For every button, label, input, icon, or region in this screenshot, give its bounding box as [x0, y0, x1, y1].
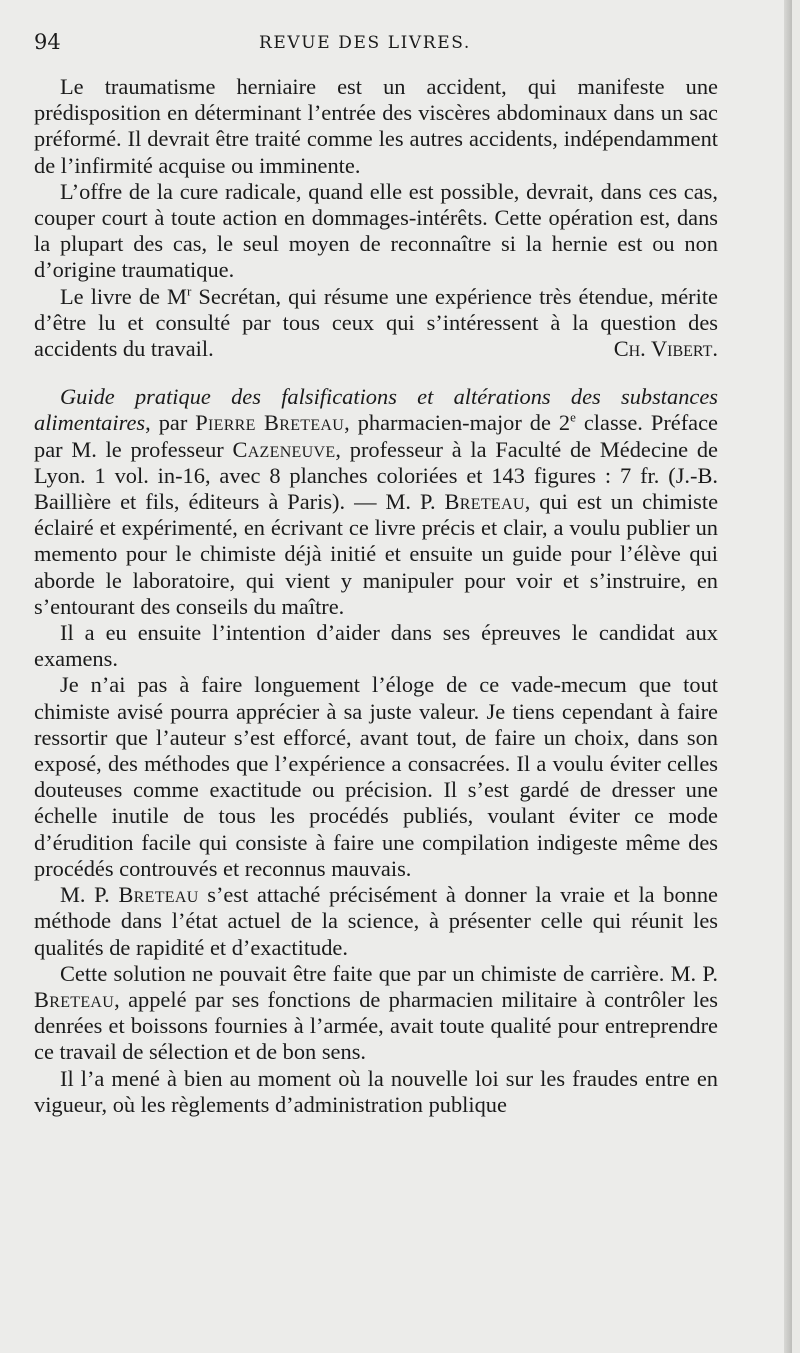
reviewer-signature: Ch. Vibert.: [613, 336, 718, 362]
text-run: Le livre de M: [60, 283, 187, 309]
book-title: Guide pratique des falsifications et altérations des substances alimentaires: [34, 384, 718, 436]
text-run: , appelé par ses fonctions de pharmacien militaire à contrôler les denrées et boissons fournies à l’armée, avait toute qualité pour entreprendre ce travail de sélection et de bon sens.: [34, 986, 718, 1065]
text-run: , professeur à la Faculté de Médecine de Lyon. 1 vol. in-16, avec 8 planches coloriées et 143 figures : 7 fr. (J.-B. Baillière et fils, éditeurs à Paris). — M. P.: [34, 436, 718, 515]
review2-paragraph-5: [34, 961, 718, 1066]
review1-paragraph-1: Le traumatisme herniaire est un accident, qui manifeste une prédisposition en déterminant l’entrée des viscères abdominaux dans un sac préformé. Il devrait être traité comme les autres accidents, indépendamment de l’infirmité acquise ou imminente.: [34, 74, 718, 178]
superscript: e: [570, 409, 576, 425]
author-mention: Breteau: [444, 489, 525, 515]
text-run: Secrétan, qui résume une expérience très étendue, mérite d’être lu et consulté par tous ceux qui s’intéressent à la question des accidents du travail.: [34, 283, 718, 362]
review2-paragraph-6: Il l’a mené à bien au moment où la nouvelle loi sur les fraudes entre en vigueur, où les règlements d’administration publique: [34, 1065, 718, 1117]
page-header: [34, 30, 724, 60]
review2-paragraph-1: [34, 384, 718, 620]
page-edge-shadow: [784, 0, 792, 1353]
review1-paragraph-3: [34, 284, 718, 363]
review2-paragraph-4: [34, 882, 718, 961]
running-title: REVUE DES LIVRES.: [259, 33, 471, 53]
text-run: , qui est un chimiste éclairé et expérimenté, en écrivant ce livre précis et clair, a voulu publier un memento pour le chimiste déjà initié et ensuite un guide pour l’élève qui aborde le laboratoire, qui vient y manipuler pour voir et s’instruire, en s’entourant des conseils du maître.: [34, 489, 719, 619]
author-name: Pierre Breteau: [195, 410, 345, 436]
text-run: s’est attaché précisément à donner la vraie et la bonne méthode dans l’état actuel de la science, à présenter celle qui réunit les qualités de rapidité et d’exactitude.: [34, 882, 718, 960]
text-run: , par: [145, 410, 196, 436]
text-run: classe. Préface par M. le professeur: [34, 410, 718, 462]
review2-paragraph-2: Il a eu ensuite l’intention d’aider dans ses épreuves le candidat aux examens.: [34, 620, 718, 672]
superscript: r: [186, 283, 192, 299]
text-run: , pharmacien-major de 2: [344, 410, 571, 436]
author-mention: Breteau: [34, 986, 115, 1012]
author-mention: Breteau: [118, 882, 199, 908]
review1-paragraph-2: L’offre de la cure radicale, quand elle est possible, devrait, dans ces cas, couper court à toute action en dommages-intérêts. Cette opération est, dans la plupart des cas, le seul moyen de reconnaître si la hernie est ou non d’origine traumatique.: [34, 178, 718, 283]
text-run: Cette solution ne pouvait être faite que par un chimiste de carrière. M. P.: [60, 960, 718, 986]
page-number: 94: [34, 30, 61, 54]
body-text: [34, 74, 718, 1118]
review2-paragraph-3: Je n’ai pas à faire longuement l’éloge de ce vade-mecum que tout chimiste avisé pourra apprécier à sa juste valeur. Je tiens cependant à faire ressortir que l’auteur s’est efforcé, avant tout, de faire un choix, dans son exposé, des méthodes que l’expérience a consacrées. Il a voulu éviter celles douteuses comme exactitude ou précision. Il s’est gardé de dresser une échelle inutile de tous les procédés publiés, voulant éviter ce mode d’érudition facile qui consiste à faire une compilation indigeste même des procédés controuvés et reconnus mauvais.: [34, 672, 718, 881]
preface-author-name: Cazeneuve: [232, 436, 336, 462]
text-run: M. P.: [60, 882, 119, 908]
